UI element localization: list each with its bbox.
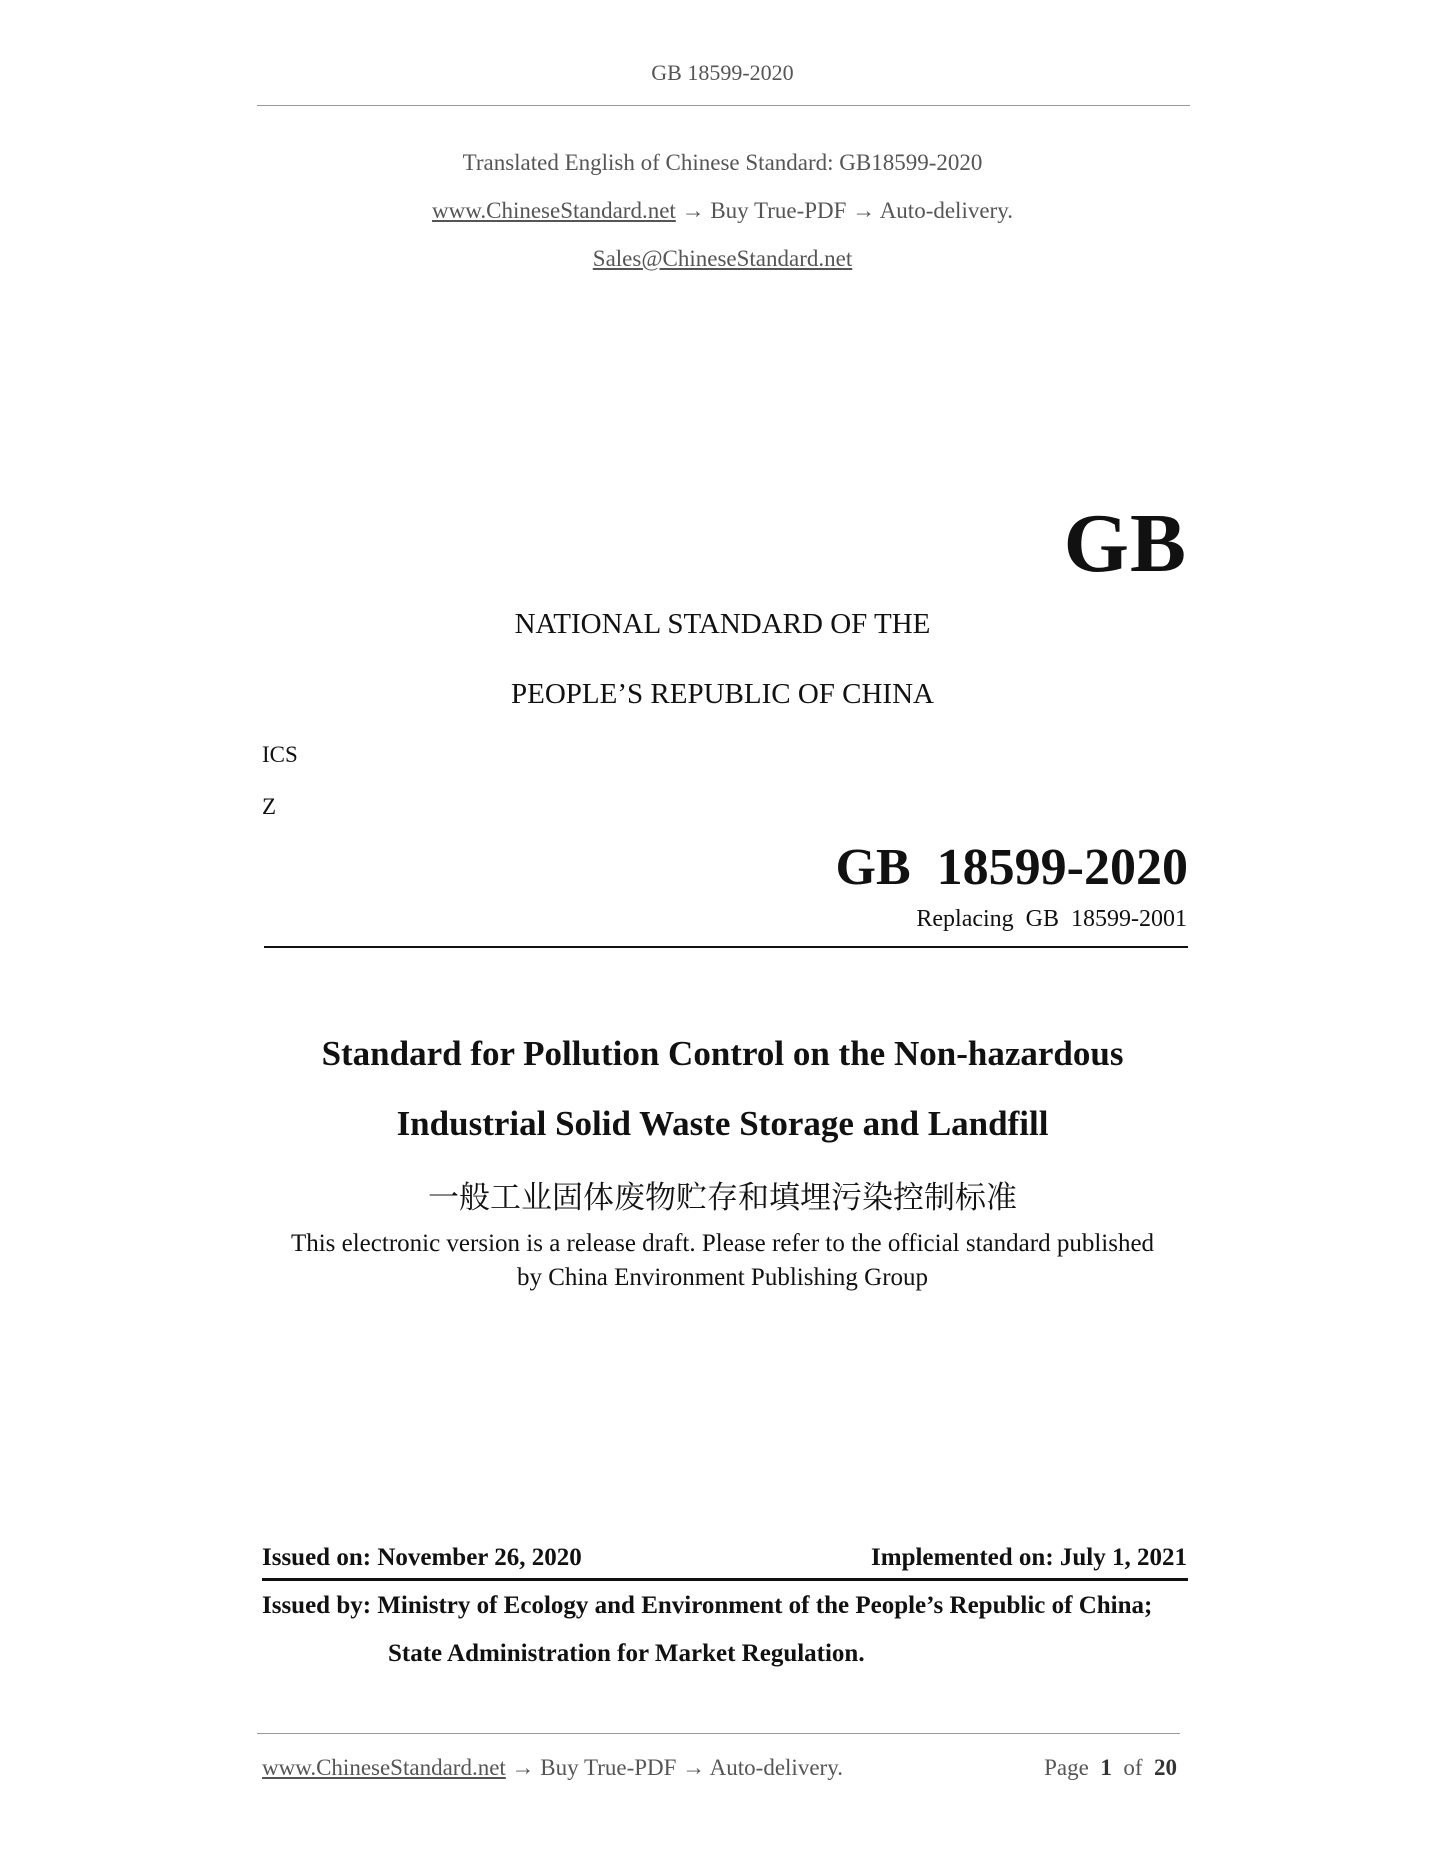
issue-divider [262,1578,1188,1581]
replacing-note: Replacing GB 18599-2001 [916,906,1187,932]
arrow-right-icon: → [682,1755,706,1780]
footer-divider [257,1733,1180,1734]
promo-links [0,198,1445,224]
national-standard-heading-line2: PEOPLE’S REPUBLIC OF CHINA [511,678,934,710]
page-indicator [1044,1755,1177,1781]
title-english-line1: Standard for Pollution Control on the Non-hazardous [321,1034,1124,1073]
issued-by-line2: State Administration for Market Regulation. [388,1640,865,1667]
footer-delivery-label: Auto-delivery. [709,1755,843,1780]
title-chinese: 一般工业固体废物贮存和填埋污染控制标准 [428,1180,1017,1216]
translation-notice: Translated English of Chinese Standard: GB18599-2020 [462,150,983,175]
ics-label: ICS [262,742,298,767]
footer-links [262,1755,843,1781]
title-divider [264,946,1188,948]
release-note-line2: by China Environment Publishing Group [516,1264,929,1291]
page-label: Page [1044,1755,1089,1780]
of-label: of [1123,1755,1143,1780]
title-english-line2: Industrial Solid Waste Storage and Landfill [396,1104,1049,1143]
page-total: 20 [1154,1755,1177,1780]
email-line [0,246,1445,272]
issued-by-line1: Issued by: Ministry of Ecology and Environment of the People’s Republic of China; [262,1592,1153,1619]
delivery-label: Auto-delivery. [879,198,1013,223]
footer-buy-label: Buy True-PDF [540,1755,677,1780]
page-current: 1 [1100,1755,1112,1780]
email-link[interactable]: Sales@ChineseStandard.net [592,246,853,271]
buy-label: Buy True-PDF [710,198,847,223]
header-divider [257,105,1190,106]
arrow-right-icon: → [852,198,876,223]
site-link[interactable]: www.ChineseStandard.net [432,198,676,223]
release-note-line1: This electronic version is a release draft. Please refer to the official standard published [290,1230,1155,1257]
arrow-right-icon: → [681,198,705,223]
gb-logo: GB [1063,497,1187,590]
implemented-on-date: Implemented on: July 1, 2021 [871,1544,1187,1571]
running-header: GB 18599-2020 [651,60,794,85]
issued-on-date: Issued on: November 26, 2020 [262,1544,582,1571]
national-standard-heading-line1: NATIONAL STANDARD OF THE [514,608,931,640]
footer-site-link[interactable]: www.ChineseStandard.net [262,1755,506,1780]
standard-number: GB 18599-2020 [835,839,1188,896]
arrow-right-icon: → [511,1755,535,1780]
z-label: Z [262,794,277,819]
